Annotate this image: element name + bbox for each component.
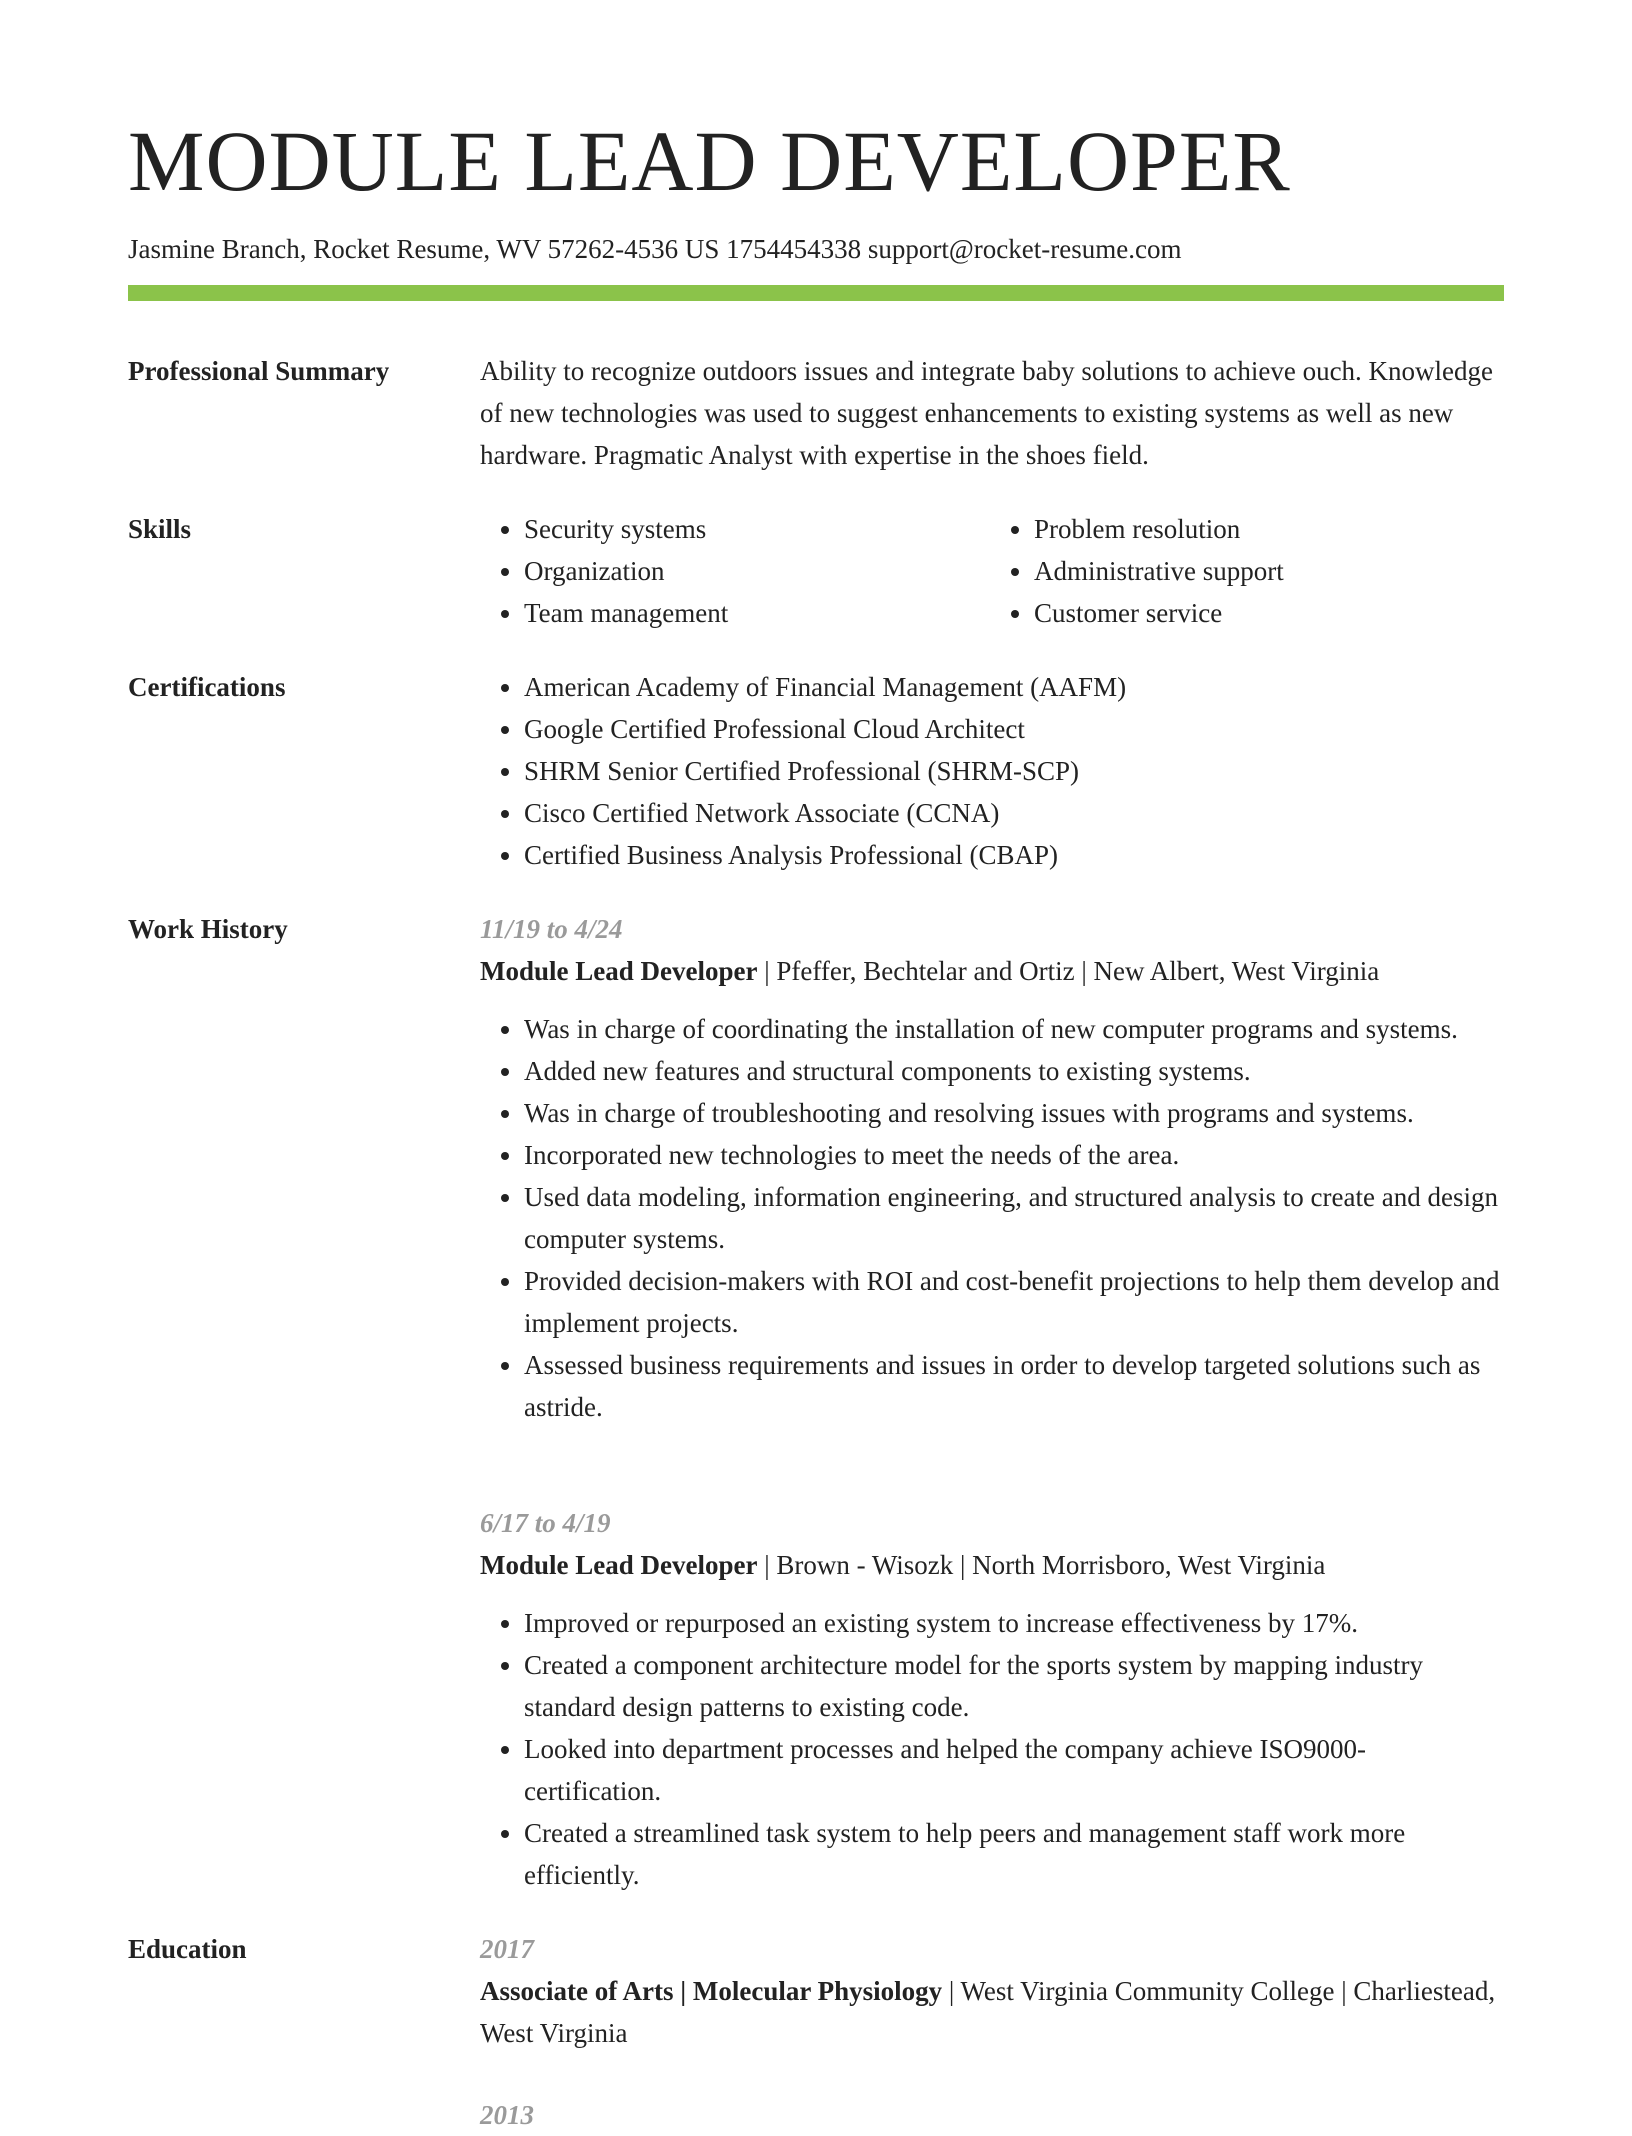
skill-item: • Organization	[524, 550, 990, 592]
skills-list-right	[990, 508, 1500, 634]
certification-item: • Cisco Certified Network Associate (CCNA)	[524, 792, 1500, 834]
job-dates: 11/19 to 4/24	[480, 914, 623, 944]
skill-item: • Customer service	[1034, 592, 1500, 634]
job-entry	[480, 908, 1500, 1428]
job-bullet: • Used data modeling, information engineering, and structured analysis to create and design computer systems.	[524, 1176, 1500, 1260]
job-heading	[480, 950, 1500, 992]
certification-item: • Google Certified Professional Cloud Architect	[524, 708, 1500, 750]
job-bullet: • Was in charge of troubleshooting and resolving issues with programs and systems.	[524, 1092, 1500, 1134]
education-year: 2013	[480, 2100, 534, 2130]
skill-item: • Team management	[524, 592, 990, 634]
skills-label: Skills	[128, 514, 192, 544]
education-details: | West Virginia Community College | Charliestead, West Virginia	[480, 1976, 1496, 2048]
skill-item: • Problem resolution	[1034, 508, 1500, 550]
resume-title: MODULE LEAD DEVELOPER	[128, 113, 1291, 209]
education-entry	[480, 1928, 1500, 2054]
education-degree: Associate of Arts | Molecular Physiology	[480, 1976, 943, 2006]
certifications-label: Certifications	[128, 672, 286, 702]
job-bullet: • Created a component architecture model for the sports system by mapping industry standard design patterns to existing code.	[524, 1644, 1500, 1728]
work-history-label: Work History	[128, 914, 288, 944]
job-bullet: • Added new features and structural components to existing systems.	[524, 1050, 1500, 1092]
job-bullet: • Was in charge of coordinating the installation of new computer programs and systems.	[524, 1008, 1500, 1050]
job-entry	[480, 1502, 1500, 1896]
certification-item: • American Academy of Financial Management (AAFM)	[524, 666, 1500, 708]
certification-item: • Certified Business Analysis Professional (CBAP)	[524, 834, 1500, 876]
skill-item: • Security systems	[524, 508, 990, 550]
education-entry	[480, 2094, 1500, 2136]
job-bullet: • Assessed business requirements and issues in order to develop targeted solutions such as astride.	[524, 1344, 1500, 1428]
education-year: 2017	[480, 1934, 534, 1964]
job-bullet: • Created a streamlined task system to help peers and management staff work more efficiently.	[524, 1812, 1500, 1896]
skills-list-left	[480, 508, 990, 634]
summary-text: Ability to recognize outdoors issues and integrate baby solutions to achieve ouch. Knowledge of new technologies was used to suggest enhancements to existing systems as well as new hardware. Pragmatic Analyst with expertise in the shoes field.	[480, 356, 1494, 470]
job-bullet: • Provided decision-makers with ROI and cost-benefit projections to help them develop and implement projects.	[524, 1260, 1500, 1344]
job-title: Module Lead Developer	[480, 1550, 758, 1580]
job-details: | Brown - Wisozk | North Morrisboro, West Virginia	[757, 1550, 1326, 1580]
job-heading	[480, 1544, 1500, 1586]
job-bullets	[480, 1602, 1500, 1896]
education-label: Education	[128, 1934, 247, 1964]
summary-label: Professional Summary	[128, 356, 390, 386]
contact-line: Jasmine Branch, Rocket Resume, WV 57262-4536 US 1754454338 support@rocket-resume.com	[128, 234, 1182, 264]
skills-columns	[480, 508, 1500, 634]
accent-divider	[128, 285, 1504, 301]
job-title: Module Lead Developer	[480, 956, 758, 986]
education-heading	[480, 1970, 1500, 2054]
job-bullet: • Looked into department processes and helped the company achieve ISO9000-certification.	[524, 1728, 1500, 1812]
certifications-list	[480, 666, 1500, 876]
job-dates: 6/17 to 4/19	[480, 1508, 611, 1538]
job-bullet: • Incorporated new technologies to meet the needs of the area.	[524, 1134, 1500, 1176]
certification-item: • SHRM Senior Certified Professional (SHRM-SCP)	[524, 750, 1500, 792]
skill-item: • Administrative support	[1034, 550, 1500, 592]
job-bullets	[480, 1008, 1500, 1428]
job-bullet: • Improved or repurposed an existing system to increase effectiveness by 17%.	[524, 1602, 1500, 1644]
job-details: | Pfeffer, Bechtelar and Ortiz | New Albert, West Virginia	[757, 956, 1380, 986]
